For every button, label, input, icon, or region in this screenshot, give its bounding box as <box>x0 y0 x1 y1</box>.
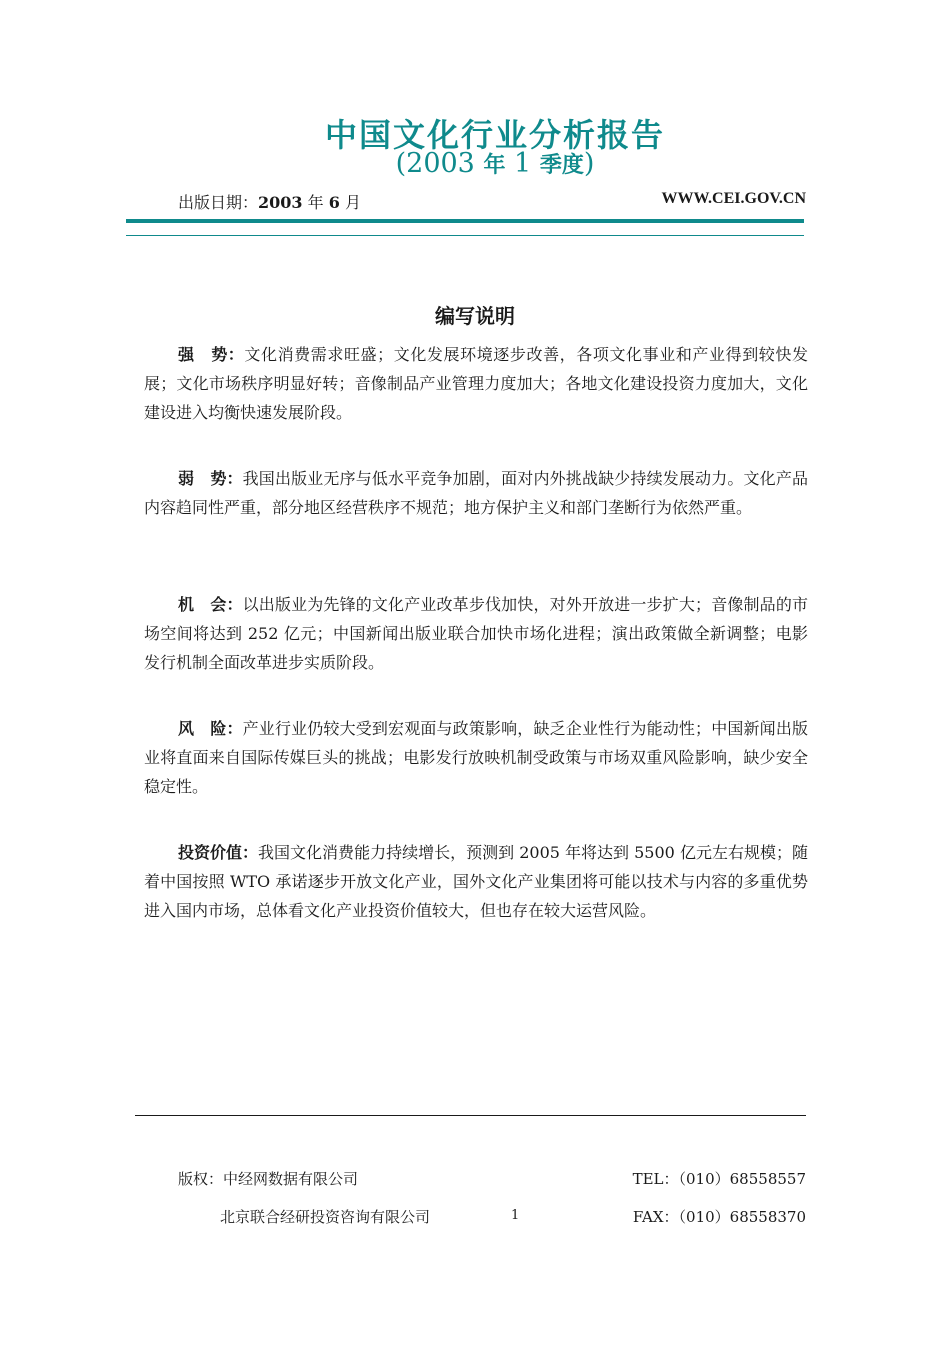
footer-company: 北京联合经研投资咨询有限公司 <box>220 1208 431 1226</box>
header-divider-thin <box>126 235 804 236</box>
section-investment-value <box>144 838 808 925</box>
section-label: 机 会： <box>178 595 243 614</box>
page-number: 1 <box>511 1208 520 1223</box>
subtitle-open: (2003 <box>395 148 484 179</box>
footer-divider <box>135 1115 806 1116</box>
subtitle-quarter: 1 <box>505 148 540 179</box>
pub-month-char: 月 <box>339 193 361 212</box>
section-text: 文化消费需求旺盛；文化发展环境逐步改善，各项文化事业和产业得到较快发展；文化市场秩序明显好转；音像制品产业管理力度加大；各地文化建设投资力度加大，文化建设进入均衡快速发展阶段。 <box>144 345 808 422</box>
pub-year-char: 年 <box>302 193 329 212</box>
section-label: 强 势： <box>178 345 245 364</box>
publication-date <box>178 190 361 213</box>
pub-year: 2003 <box>258 193 303 212</box>
pub-month: 6 <box>328 193 340 212</box>
section-text: 我国出版业无序与低水平竞争加剧，面对内外挑战缺少持续发展动力。文化产品内容趋同性严重，部分地区经营秩序不规范；地方保护主义和部门垄断行为依然严重。 <box>144 469 808 517</box>
subtitle-close: ) <box>583 148 595 179</box>
report-subtitle <box>0 148 950 179</box>
pub-label: 出版日期： <box>178 193 259 212</box>
section-text: 以出版业为先锋的文化产业改革步伐加快，对外开放进一步扩大；音像制品的市场空间将达到 252 亿元；中国新闻出版业联合加快市场化进程；演出政策做全新调整；电影发行机制全面改革进步实质阶段。 <box>144 595 808 672</box>
footer-fax: FAX：（010）68558370 <box>632 1208 806 1226</box>
section-label: 弱 势： <box>178 469 243 488</box>
subtitle-year-char: 年 <box>483 153 506 178</box>
section-strengths <box>144 340 808 427</box>
section-text: 我国文化消费能力持续增长，预测到 2005 年将达到 5500 亿元左右规模；随着中国按照 WTO 承诺逐步开放文化产业，国外文化产业集团将可能以技术与内容的多重优势进入国内市场，总体看文化产业投资价值较大，但也存在较大运营风险。 <box>144 843 808 920</box>
section-opportunities <box>144 590 808 677</box>
section-heading: 编写说明 <box>435 304 515 328</box>
section-weaknesses <box>144 464 808 522</box>
footer-tel: TEL：（010）68558557 <box>632 1170 806 1188</box>
report-title: 中国文化行业分析报告 <box>324 116 665 154</box>
website-link[interactable]: WWW.CEI.GOV.CN <box>661 190 806 207</box>
section-label: 投资价值： <box>178 843 259 862</box>
footer-copyright: 版权：中经网数据有限公司 <box>178 1170 359 1188</box>
section-label: 风 险： <box>178 719 243 738</box>
header-divider-thick <box>126 219 804 223</box>
section-text: 产业行业仍较大受到宏观面与政策影响，缺乏企业性行为能动性；中国新闻出版业将直面来自国际传媒巨头的挑战；电影发行放映机制受政策与市场双重风险影响，缺少安全稳定性。 <box>144 719 808 796</box>
subtitle-season: 季度 <box>539 153 584 178</box>
section-risks <box>144 714 808 801</box>
